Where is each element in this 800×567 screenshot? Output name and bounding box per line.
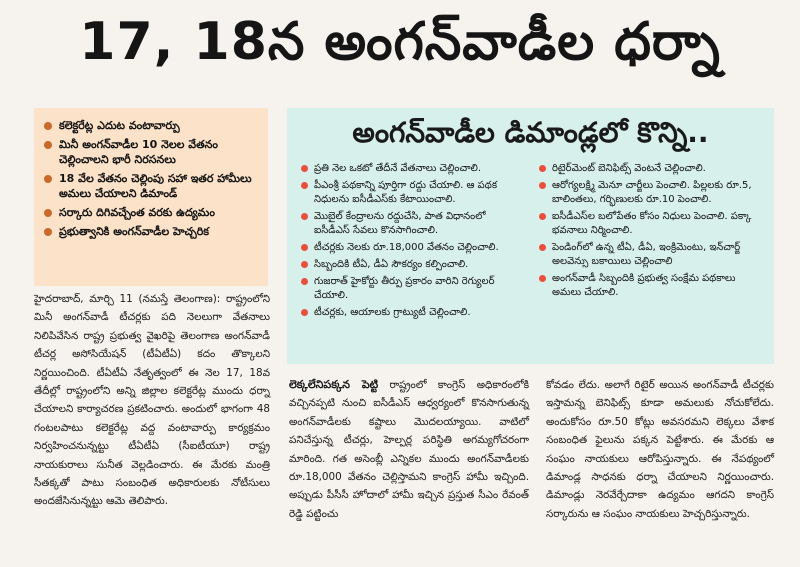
article-subhead: లెక్కలేనిపక్కన పెట్టి [289,378,379,391]
article-column-2 [289,376,529,523]
demand-item [301,210,523,238]
summary-text: కలెక్టరేట్ల ఎదుట వంటావార్పు [59,119,180,132]
demand-text: సిబ్బందికి టీఏ, డీఏ సౌకర్యం కల్పించాలి. [314,259,469,270]
demands-box [287,108,774,364]
demand-text: టీచర్లకు, ఆయాలకు గ్రాట్యుటీ చెల్లించాలి. [314,307,471,318]
bullet-icon [301,278,308,285]
demand-item [301,258,523,272]
bullet-icon [44,209,52,217]
demand-item [301,275,523,303]
demand-text: ఐసీడీఎస్‌ల బలోపేతం కోసం నిధులు పెంచాలి. పక్కా భవనాలు నిర్మించాలి. [552,211,752,236]
demand-text: ఆరోగ్యలక్ష్మి మెనూ చార్జీలు పెంచాలి. పిల్లలకు రూ.5, బాలింతలు, గర్భిణులకు రూ.10 పెంచాలి. [552,180,752,205]
demand-item [539,272,761,300]
bullet-icon [539,244,546,251]
demand-text: గుజరాత్ హైకోర్టు తీర్పు ప్రకారం వారిని రెగ్యులర్ చేయాలి. [314,276,495,301]
summary-text: మినీ అంగన్‌వాడీల 10 నెలల వేతనం చెల్లించాలని భారీ నిరసనలు [59,138,218,166]
summary-text: సర్కారు దిగివచ్చేంత వరకు ఉద్యమం [59,206,215,219]
demand-text: అంగన్‌వాడీ సిబ్బందికి ప్రభుత్వ సంక్షేమ పథకాలు అమలు చేయాలి. [552,273,736,298]
bullet-icon [539,213,546,220]
bullet-icon [539,165,546,172]
demand-text: టీచర్లకు నెలకు రూ.18,000 వేతనం చెల్లించాలి. [314,242,499,253]
demand-text: మొబైల్ కేంద్రాలను రద్దుచేసి, పాత విధానంలో ఐసీడీఎస్ సేవలు కొనసాగించాలి. [314,211,486,236]
demands-left-column [301,162,523,323]
demand-text: ప్రతి నెల ఒకటో తేదీనే వేతనాలు చెల్లించాలి. [314,163,481,174]
article-column-1: హైదరాబాద్, మార్చి 11 (నమస్తే తెలంగాణ): రాష్ట్రంలోని మినీ అంగన్‌వాడీ టీచర్లకు పది నెలలుగా వేతనాలు నిలిపివేసిన రాష్ట్ర ప్రభుత్వ వైఖరిపై తెలంగాణ అంగన్‌వాడీ టీచర్ల అసోసియేషన్ (టీఏటీఏ) కదం తొక్కాలని నిర్ణయించింది. టీఏటీఏ నేతృత్వంలో ఈ నెల 17, 18వ తేదీల్లో రాష్ట్రంలోని అన్ని జిల్లాల కలెక్టరేట్ల ముందు ధర్నా చేయాలని కార్యాచరణ ప్రకటించారు. అందులో భాగంగా 48 గంటలపాటు కలెక్టరేట్ల వద్ద వంటావార్పు కార్యక్రమం నిర్వహించనున్నట్టు టీఏటీఏ (సీఐటీయూ) రాష్ట్ర నాయకురాలు సునీత వెల్లడించారు. ఈ మేరకు మంత్రి సీతక్కతో పాటు సంబంధిత అధికారులకు నోటీసులు అందజేసినున్నట్టు ఆమె తెలిపారు. [34,293,270,508]
demand-item [539,179,761,207]
demand-item [301,179,523,207]
demand-item [539,210,761,238]
demand-item [539,241,761,269]
summary-item [44,205,260,220]
demand-item [301,162,523,176]
demand-item [301,306,523,320]
summary-text: 18 వేల వేతనం చెల్లింపు సహా ఇతర హామీలు అమలు చేయాలని డిమాండ్ [59,172,252,200]
bullet-icon [301,244,308,251]
demand-item [301,241,523,255]
summary-item [44,224,260,239]
demand-text: పీఎంశ్రీ పథకాన్ని పూర్తిగా రద్దు చేయాలి. ఆ పథక నిధులను ఐసీడీఎస్‌కు కేటాయించాలి. [314,180,498,205]
bullet-icon [44,175,52,183]
summary-item [44,137,260,167]
summary-item [44,118,260,133]
summary-item [44,171,260,201]
bullet-icon [301,309,308,316]
bullet-icon [44,228,52,236]
demand-item [539,162,761,176]
demands-title: అంగన్‌వాడీల డిమాండ్లలో కొన్ని.. [352,116,709,149]
summary-box [34,108,268,286]
summary-text: ప్రభుత్వానికి అంగన్‌వాడీల హెచ్చరిక [59,225,210,238]
bullet-icon [301,182,308,189]
bullet-icon [301,213,308,220]
bullet-icon [44,141,52,149]
bullet-icon [44,122,52,130]
bullet-icon [539,275,546,282]
bullet-icon [301,261,308,268]
bullet-icon [539,182,546,189]
demands-right-column [539,162,761,303]
demand-text: రిటైర్‌మెంట్ బెనిఫిట్స్ వెంటనే చెల్లించాలి. [552,163,706,174]
bullet-icon [301,165,308,172]
article-column-3: కోవడం లేదు. అలాగే రిటైర్ అయిన అంగన్‌వాడీ టీచర్లకు ఇస్తామన్న బెనిఫిట్స్ కూడా అమలుకు నోచుకోలేదు. అందుకోసం రూ.50 కోట్లు అవసరమని లెక్కలు వేశాక సంబంధిత ఫైలును పక్కన పెట్టేశారు. ఈ మేరకు ఆ సంఘం నాయకులు ఆరోపిస్తున్నారు. ఈ నేపథ్యంలో డిమాండ్ల సాధనకు ధర్నా చేయాలని నిర్ణయించారు. డిమాండ్లు నెరవేర్చేదాకా ఉద్యమం ఆగదని కాంగ్రెస్ సర్కారును ఆ సంఘం నాయకులు హెచ్చరిస్తున్నారు. [546,379,774,520]
demand-text: పెండింగ్‌లో ఉన్న టీఏ, డీఏ, ఇంక్రిమెంటు, ఇన్‌చార్జ్ అలవెన్సు బకాయిలు చెల్లించాలి [552,242,741,267]
article-column-2-text: రాష్ట్రంలో కాంగ్రెస్ అధికారంలోకి వచ్చినప్పటి నుంచి ఐసీడీఎస్ ఆధ్వర్యంలో కొనసాగుతున్న అంగన్‌వాడీలకు కష్టాలు మొదలయ్యాయి. వాటిలో పనిచేస్తున్న టీచర్లు, హెల్పర్ల పరిస్థితి అగమ్యగోచరంగా మారింది. గత అసెంబ్లీ ఎన్నికల ముందు అంగన్‌వాడీలకు రూ.18,000 వేతనం చెల్లిస్తామని కాంగ్రెస్ హామీ ఇచ్చింది. అప్పుడు పీసీసీ హోదాలో హామీ ఇచ్చిన ప్రస్తుత సీఎం రేవంత్ రెడ్డి పట్టించు [289,379,529,520]
headline: 17, 18న అంగన్‌వాడీల ధర్నా [79,11,721,72]
